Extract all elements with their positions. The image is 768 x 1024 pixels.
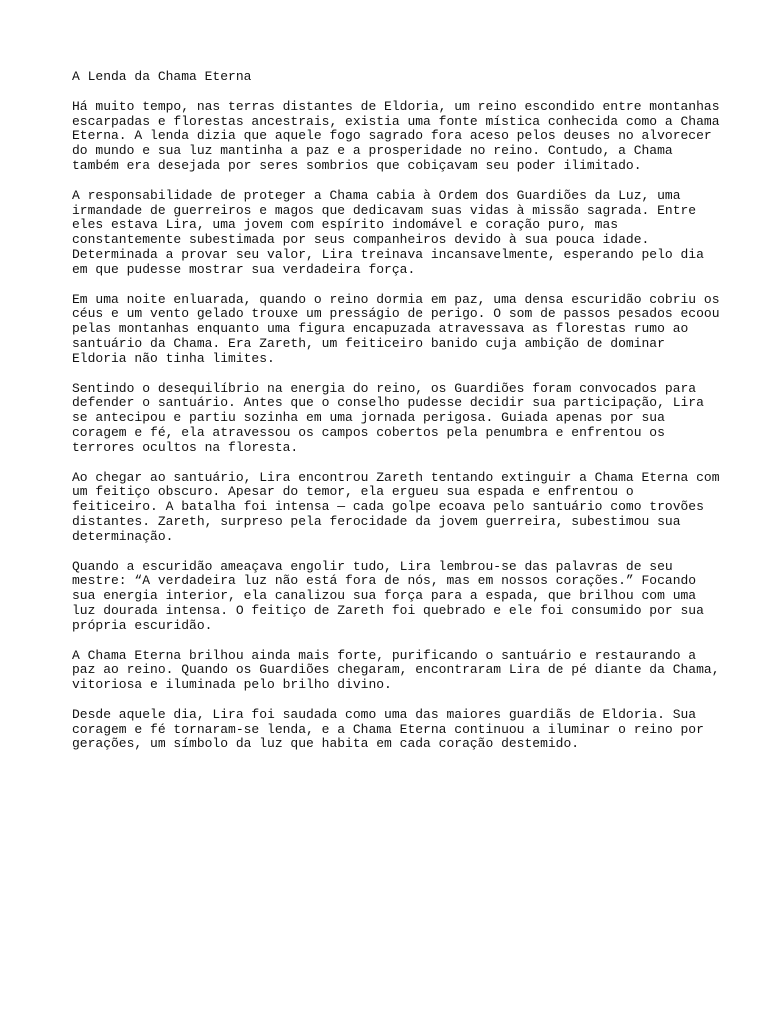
text-line: Eldoria não tinha limites. (72, 350, 275, 366)
text-line: irmandade de guerreiros e magos que dedicavam suas vidas à missão sagrada. Entre (72, 202, 697, 218)
text-line: coragem e fé tornaram-se lenda, e a Chama Eterna continuou a iluminar o reino por (72, 721, 704, 737)
text-line: vitoriosa e iluminada pelo brilho divino. (72, 677, 392, 693)
text-line: Determinada a provar seu valor, Lira treinava incansavelmente, esperando pelo dia (72, 246, 704, 262)
document-body (72, 98, 720, 752)
text-line: coragem e fé, ela atravessou os campos cobertos pela penumbra e enfrentou os (72, 424, 665, 440)
text-line: eles estava Lira, uma jovem com espírito indomável e coração puro, mas (72, 217, 619, 233)
text-line: santuário da Chama. Era Zareth, um feiticeiro banido cuja ambição de dominar (72, 335, 665, 351)
text-line: se antecipou e partiu sozinha em uma jornada perigosa. Guiada apenas por sua (72, 410, 665, 426)
text-line: defender o santuário. Antes que o conselho pudesse decidir sua participação, Lira (72, 395, 704, 411)
text-line: Quando a escuridão ameaçava engolir tudo, Lira lembrou-se das palavras de seu (72, 558, 673, 574)
text-line: própria escuridão. (72, 617, 213, 633)
text-line: céus e um vento gelado trouxe um presságio de perigo. O som de passos pesados ecoou (72, 306, 720, 322)
paragraph (72, 189, 712, 278)
text-line: determinação. (72, 528, 174, 544)
text-line: um feitiço obscuro. Apesar do temor, ela ergueu sua espada e enfrentou o (72, 484, 634, 500)
text-line: pelas montanhas enquanto uma figura encapuzada atravessava as florestas rumo ao (72, 321, 689, 337)
text-line: Sentindo o desequilíbrio na energia do reino, os Guardiões foram convocados para (72, 380, 697, 396)
text-line: Eterna. A lenda dizia que aquele fogo sagrado fora aceso pelos deuses no alvorecer (72, 128, 712, 144)
text-line: escarpadas e florestas ancestrais, existia uma fonte mística conhecida como a Chama (72, 113, 720, 129)
text-line: Desde aquele dia, Lira foi saudada como uma das maiores guardiãs de Eldoria. Sua (72, 706, 697, 722)
text-line: distantes. Zareth, surpreso pela ferocidade da jovem guerreira, subestimou sua (72, 513, 681, 529)
text-line: paz ao reino. Quando os Guardiões chegaram, encontraram Lira de pé diante da Chama, (72, 662, 720, 678)
paragraph (72, 469, 720, 545)
paragraph (72, 708, 712, 752)
text-line: A responsabilidade de proteger a Chama cabia à Ordem dos Guardiões da Luz, uma (72, 187, 681, 203)
paragraph (72, 560, 712, 634)
document-page (72, 69, 720, 767)
text-line: luz dourada intensa. O feitiço de Zareth foi quebrado e ele foi consumido por sua (72, 602, 704, 618)
text-line: também era desejada por seres sombrios que cobiçavam seu poder ilimitado. (72, 157, 642, 173)
text-line: A Chama Eterna brilhou ainda mais forte, purificando o santuário e restaurando a (72, 647, 697, 663)
text-line: Ao chegar ao santuário, Lira encontrou Zareth tentando extinguir a Chama Eterna com (72, 469, 720, 485)
text-line: Em uma noite enluarada, quando o reino dormia em paz, uma densa escuridão cobriu os (72, 291, 720, 307)
text-line: Há muito tempo, nas terras distantes de Eldoria, um reino escondido entre montanhas (72, 98, 720, 114)
document-title: A Lenda da Chama Eterna (72, 69, 252, 84)
text-line: terrores ocultos na floresta. (72, 439, 299, 455)
text-line: constantemente subestimada por seus companheiros devido à sua pouca idade. (72, 232, 650, 248)
paragraph (72, 647, 720, 693)
paragraph (72, 98, 720, 174)
text-line: em que pudesse mostrar sua verdadeira força. (72, 261, 416, 277)
text-line: gerações, um símbolo da luz que habita em cada coração destemido. (72, 736, 580, 752)
text-line: feiticeiro. A batalha foi intensa — cada golpe ecoava pelo santuário como trovões (72, 499, 704, 515)
text-line: mestre: “A verdadeira luz não está fora de nós, mas em nossos corações.” Focando (72, 573, 697, 589)
text-line: do mundo e sua luz mantinha a paz e a prosperidade no reino. Contudo, a Chama (72, 143, 673, 159)
paragraph (72, 382, 712, 456)
paragraph (72, 291, 720, 367)
text-line: sua energia interior, ela canalizou sua força para a espada, que brilhou com uma (72, 588, 697, 604)
